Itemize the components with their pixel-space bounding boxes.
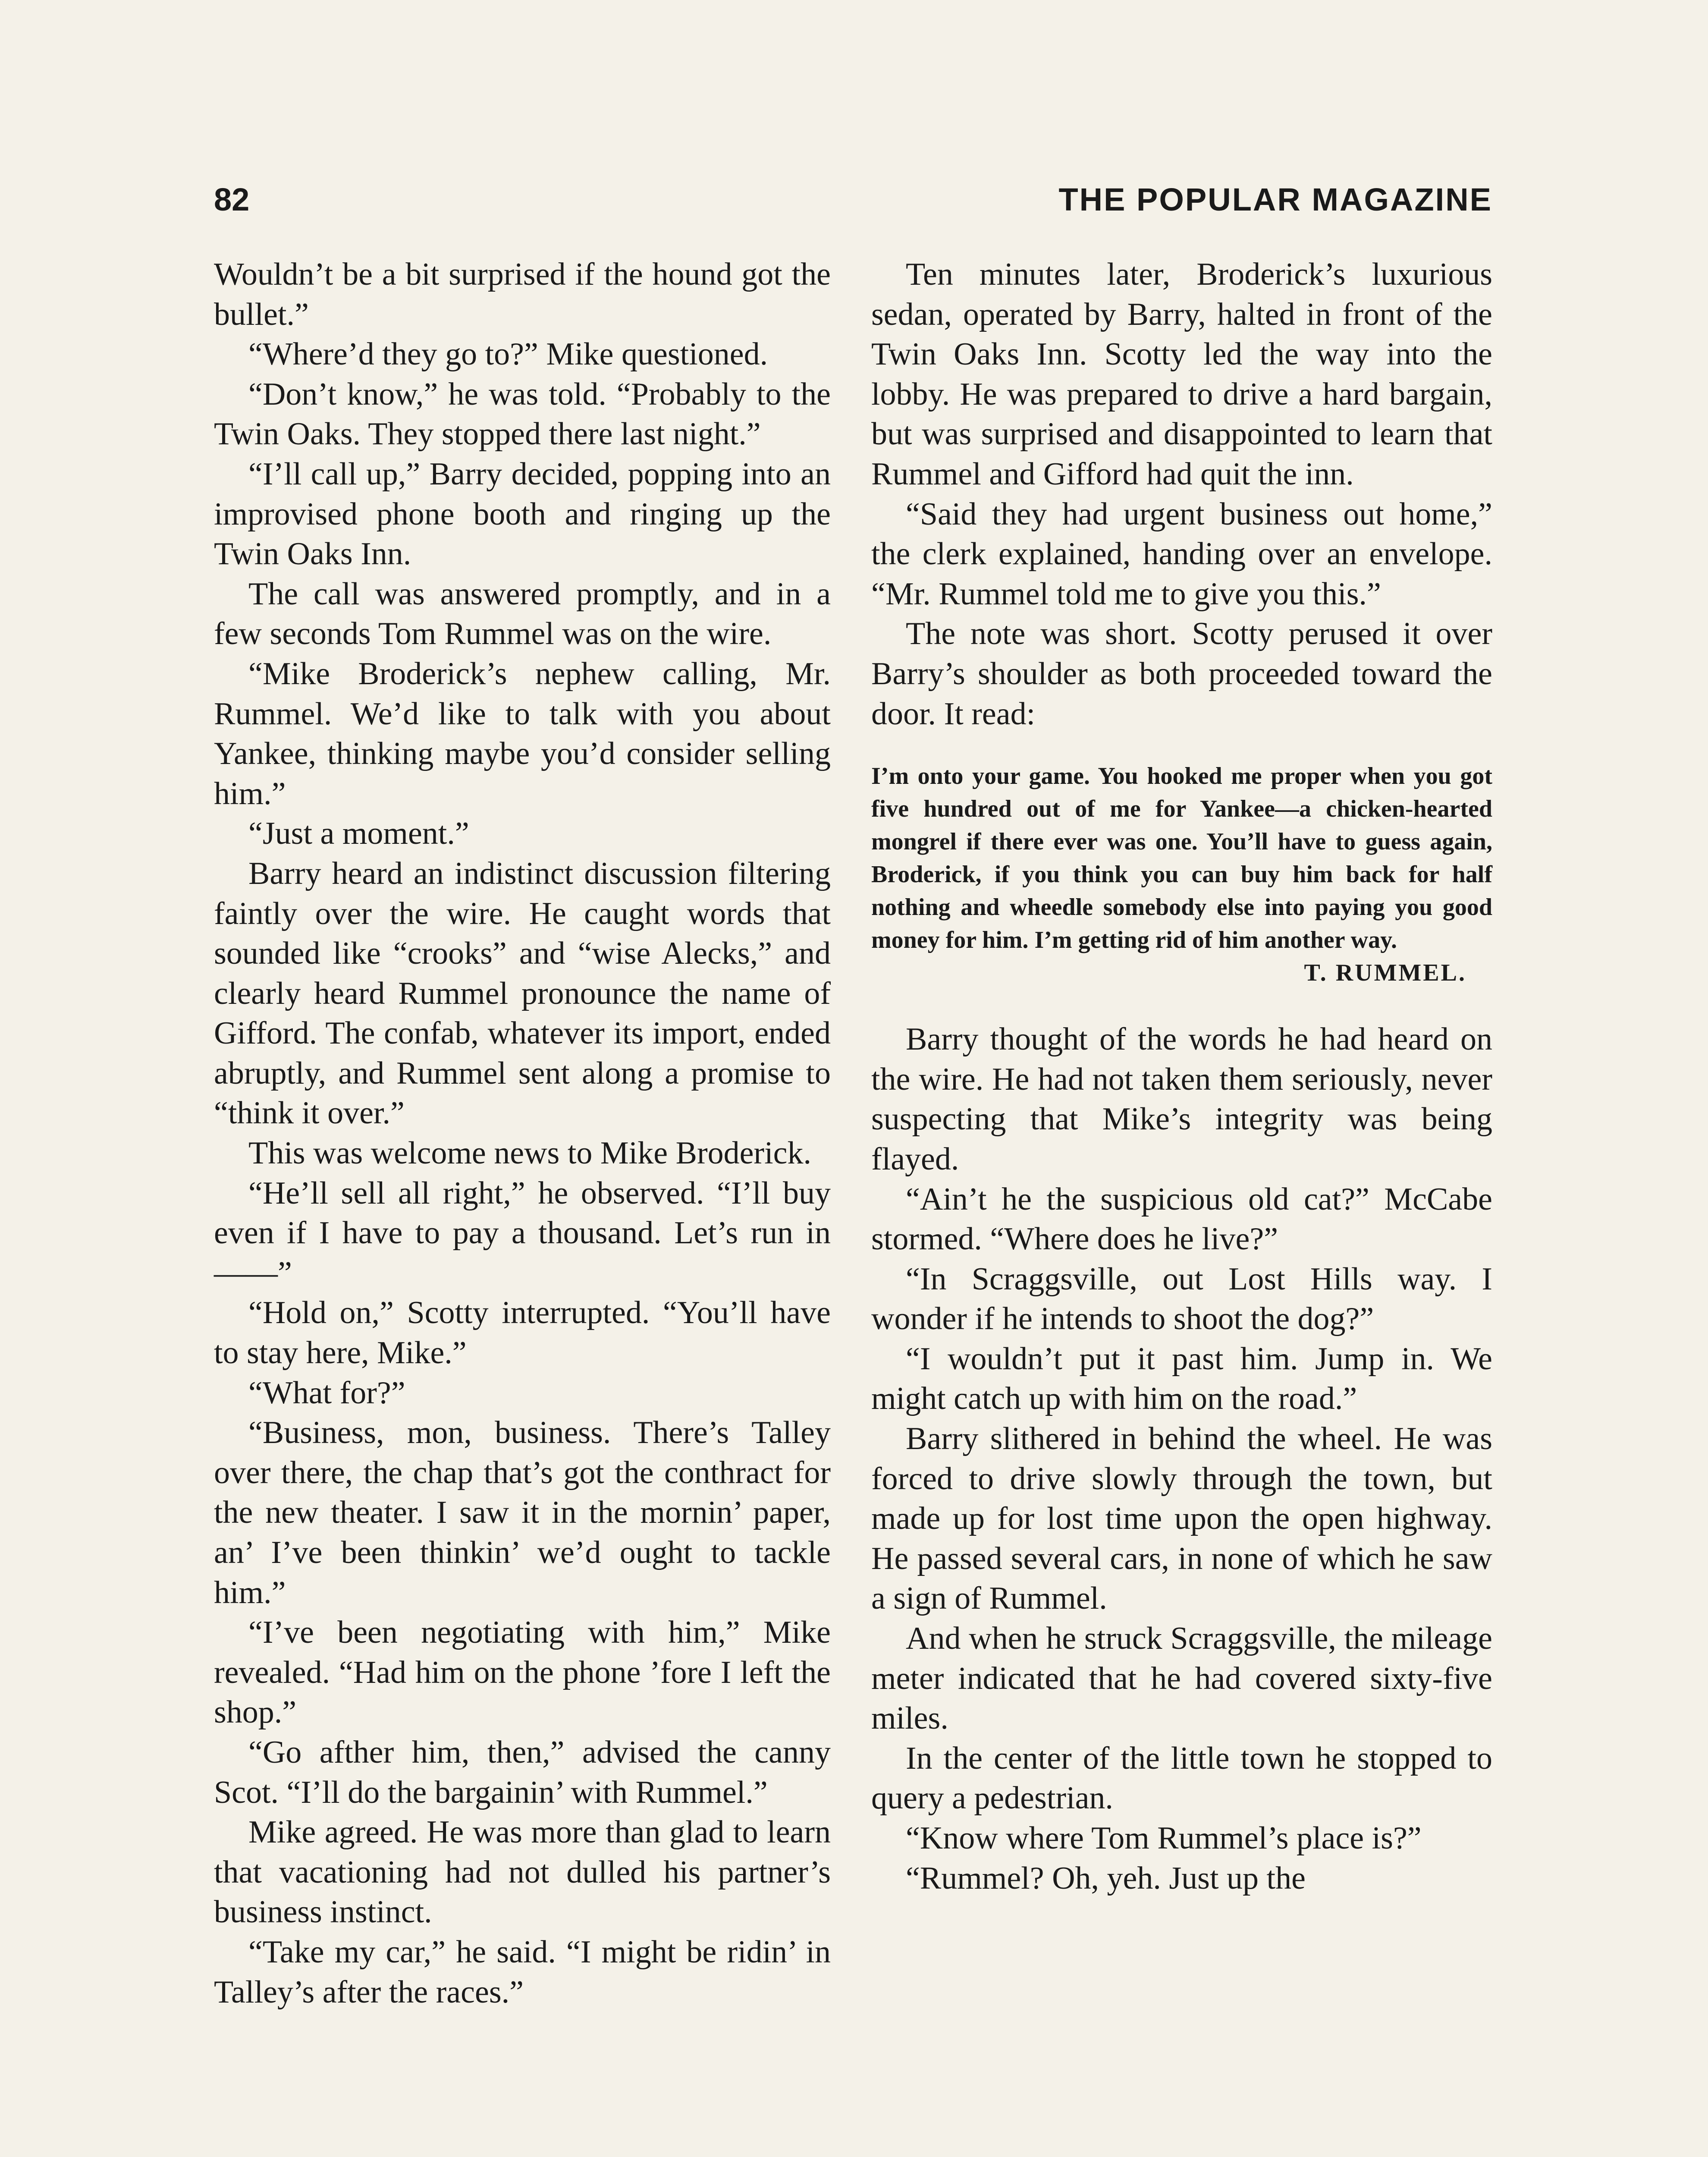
paragraph: Mike agreed. He was more than glad to learn that vacationing had not dulled his partner’s business instinct. bbox=[214, 1814, 831, 1930]
paragraph: “He’ll sell all right,” he observed. “I’ll buy even if I have to pay a thousand. Let’s run in——” bbox=[214, 1175, 831, 1291]
paragraph: “What for?” bbox=[248, 1375, 405, 1411]
paragraph: “Go afther him, then,” advised the canny Scot. “I’ll do the bargainin’ with Rummel.” bbox=[214, 1734, 831, 1810]
paragraph: “Said they had urgent business out home,” the clerk explained, handing over an envelope. “Mr. Rummel told me to give you this.” bbox=[871, 496, 1492, 612]
paragraph: Barry slithered in behind the wheel. He was forced to drive slowly through the town, but made up for lost time upon the open highway. He passed several cars, in none of which he saw a sign of Rummel. bbox=[871, 1421, 1492, 1616]
paragraph: “Don’t know,” he was told. “Probably to the Twin Oaks. They stopped there last night.” bbox=[214, 376, 831, 452]
running-title: THE POPULAR MAGAZINE bbox=[1058, 182, 1492, 217]
paragraph: “In Scraggsville, out Lost Hills way. I wonder if he intends to shoot the dog?” bbox=[871, 1261, 1492, 1337]
paragraph: “I wouldn’t put it past him. Jump in. We might catch up with him on the road.” bbox=[871, 1341, 1492, 1417]
paragraph: Barry thought of the words he had heard on the wire. He had not taken them seriously, never suspecting that Mike’s integrity was being flayed. bbox=[871, 1022, 1492, 1177]
paragraph: “Ain’t he the suspicious old cat?” McCabe stormed. “Where does he live?” bbox=[871, 1181, 1492, 1257]
paragraph: And when he struck Scraggsville, the mileage meter indicated that he had covered sixty-five miles. bbox=[871, 1621, 1492, 1736]
paragraph: “Take my car,” he said. “I might be ridin’ in Talley’s after the races.” bbox=[214, 1934, 831, 2010]
page-number: 82 bbox=[214, 182, 250, 217]
paragraph: “Just a moment.” bbox=[248, 816, 469, 852]
page-header bbox=[214, 181, 1492, 229]
paragraph: In the center of the little town he stopped to query a pedestrian. bbox=[871, 1740, 1492, 1816]
paragraph: “Know where Tom Rummel’s place is?” bbox=[906, 1821, 1422, 1856]
right-column bbox=[871, 255, 1492, 1898]
left-column bbox=[214, 255, 831, 2012]
note-signature: T. RUMMEL. bbox=[1304, 959, 1466, 987]
paragraph: “I’ve been negotiating with him,” Mike revealed. “Had him on the phone ’fore I left the shop.” bbox=[214, 1615, 831, 1730]
paragraph: “Business, mon, business. There’s Talley over there, the chap that’s got the conthract for the new theater. I saw it in the mornin’ paper, an’ I’ve been thinkin’ we’d ought to tackle him.” bbox=[214, 1415, 831, 1610]
paragraph: Wouldn’t be a bit surprised if the hound got the bullet.” bbox=[214, 257, 831, 332]
paragraph: Barry heard an indistinct discussion filtering faintly over the wire. He caught words that sounded like “crooks” and “wise Alecks,” and clearly heard Rummel pronounce the name of Gifford. The confab, whatever its import, ended abruptly, and Rummel sent along a promise to “think it over.” bbox=[214, 855, 831, 1131]
rummel-note bbox=[871, 760, 1492, 989]
paragraph: “Mike Broderick’s nephew calling, Mr. Rummel. We’d like to talk with you about Yankee, thinking maybe you’d consider selling him.” bbox=[214, 656, 831, 811]
paragraph: This was welcome news to Mike Broderick. bbox=[248, 1135, 811, 1171]
paragraph: “Where’d they go to?” Mike questioned. bbox=[248, 336, 768, 372]
note-body: I’m onto your game. You hooked me proper when you got five hundred out of me for Yankee—a chicken-hearted mongrel if there ever was one. You’ll have to guess again, Broderick, if you think you can buy him back for half nothing and wheedle somebody else into paying you good money for him. I’m getting rid of him another way. bbox=[871, 763, 1492, 954]
paragraph: “Hold on,” Scotty interrupted. “You’ll have to stay here, Mike.” bbox=[214, 1295, 831, 1371]
paragraph: “Rummel? Oh, yeh. Just up the bbox=[906, 1860, 1306, 1896]
paragraph: “I’ll call up,” Barry decided, popping into an improvised phone booth and ringing up the Twin Oaks Inn. bbox=[214, 456, 831, 572]
paragraph: The note was short. Scotty perused it over Barry’s shoulder as both proceeded toward the door. It read: bbox=[871, 616, 1492, 732]
paragraph: Ten minutes later, Broderick’s luxurious sedan, operated by Barry, halted in front of the Twin Oaks Inn. Scotty led the way into the lobby. He was prepared to drive a hard bargain, but was surprised and disappointed to learn that Rummel and Gifford had quit the inn. bbox=[871, 257, 1492, 492]
paragraph: The call was answered promptly, and in a few seconds Tom Rummel was on the wire. bbox=[214, 576, 831, 652]
